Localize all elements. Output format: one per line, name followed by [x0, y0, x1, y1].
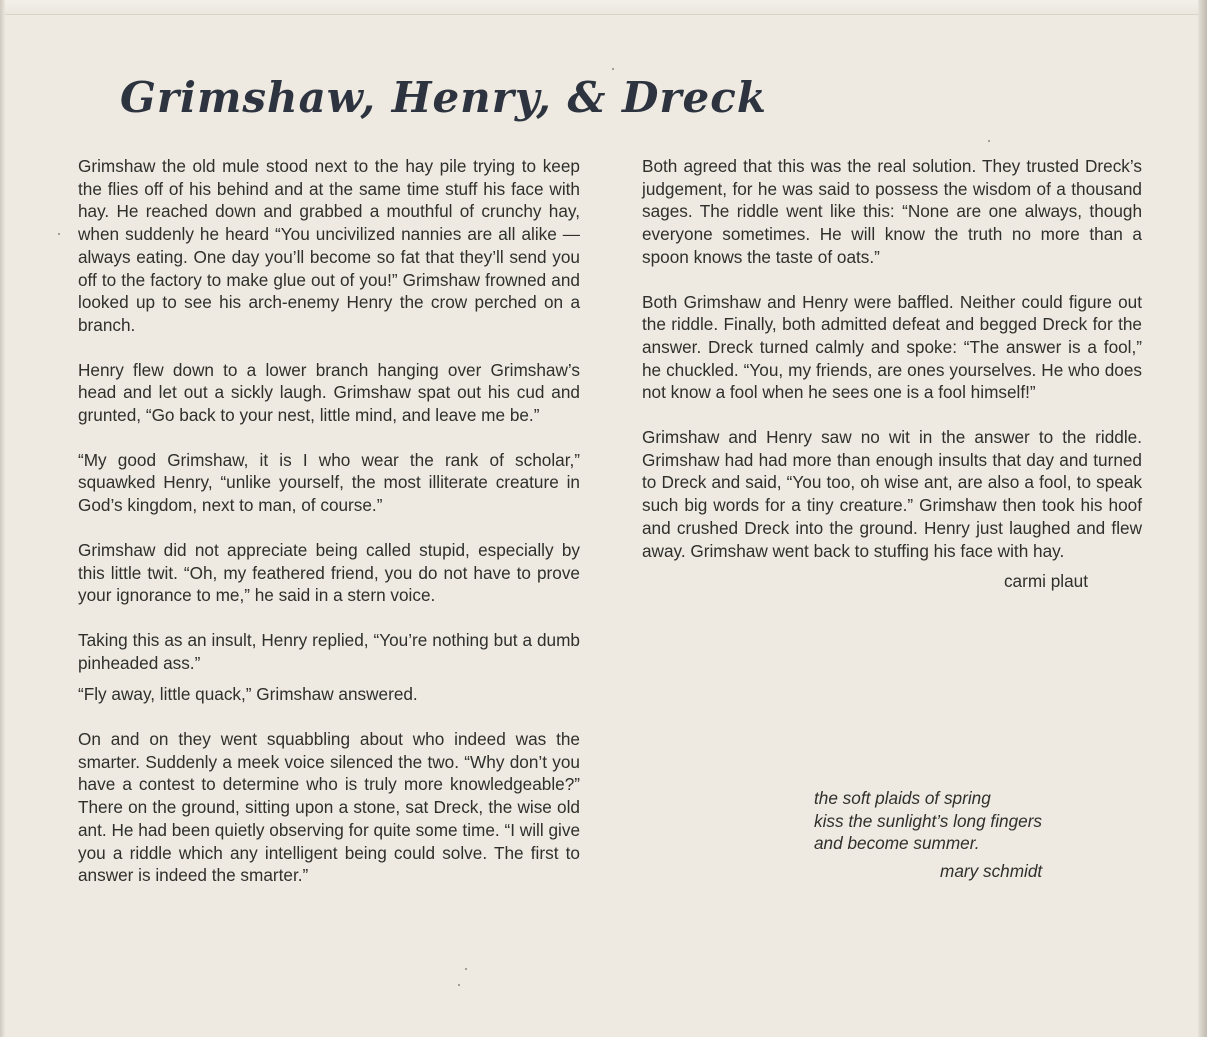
page-top-edge [0, 0, 1207, 15]
right-column [642, 155, 1142, 593]
story-author: carmi plaut [1003, 571, 1088, 592]
poem-line: the soft plaids of spring [814, 788, 991, 808]
paragraph: Grimshaw did not appreciate being called stupid, especially by this little twit. “Oh, my feathered friend, you do not have to prove your ignorance to me,” he said in a stern voice. [78, 539, 580, 606]
paper-speck [458, 984, 460, 986]
paragraph: Grimshaw the old mule stood next to the hay pile trying to keep the flies off of his behind and at the same time stuff his face with hay. He reached down and grabbed a mouthful of crunchy hay, when suddenly he heard “You uncivilized nannies are all alike — always eating. One day you’ll become so fat that they’ll send you off to the factory to make glue out of you!” Grimshaw frowned and looked up to see his arch-enemy Henry the crow perched on a branch. [78, 156, 580, 335]
paragraph: “Fly away, little quack,” Grimshaw answered. [78, 684, 418, 705]
paragraph: Grimshaw and Henry saw no wit in the answer to the riddle. Grimshaw had had more than enough insults that day and turned to Dreck and said, “You too, oh wise ant, are also a fool, to speak such big words for a tiny creature.” Grimshaw then took his hoof and crushed Dreck into the ground. Henry just laughed and flew away. Grimshaw went back to stuffing his face with hay. [642, 427, 1142, 561]
story-title: Grimshaw, Henry, & Dreck [120, 73, 767, 122]
paper-speck [612, 68, 614, 70]
paragraph: Both Grimshaw and Henry were baffled. Neither could figure out the riddle. Finally, both admitted defeat and begged Dreck for the answer. Dreck turned calmly and spoke: “The answer is a fool,” he chuckled. “You, my friends, are ones yourselves. He who does not know a fool when he sees one is a fool himself!” [642, 291, 1142, 403]
binding-shadow [0, 0, 5, 1037]
poem [814, 787, 1114, 883]
paragraph: Henry flew down to a lower branch hanging over Grimshaw’s head and let out a sickly laugh. Grimshaw spat out his cud and grunted, “Go back to your nest, little mind, and leave me be.” [78, 359, 580, 426]
poem-author: mary schmidt [940, 861, 1043, 882]
paragraph: Both agreed that this was the real solution. They trusted Dreck’s judgement, for he was said to possess the wisdom of a thousand sages. The riddle went like this: “None are one always, though everyone sometimes. He will know the truth no more than a spoon knows the taste of oats.” [642, 156, 1142, 267]
poem-line: kiss the sunlight’s long fingers [814, 810, 1043, 831]
paragraph: On and on they went squabbling about who indeed was the smarter. Suddenly a meek voice silenced the two. “Why don’t you have a contest to determine who is truly more knowledgeable?” There on the ground, sitting upon a stone, sat Dreck, the wise old ant. He had been quietly observing for quite some time. “I will give you a riddle which any intelligent being could solve. The first to answer is indeed the smarter.” [78, 729, 580, 886]
paper-speck [465, 968, 467, 970]
paragraph: “My good Grimshaw, it is I who wear the rank of scholar,” squawked Henry, “unlike yourself, the most illiterate creature in God’s kingdom, next to man, of course.” [78, 449, 580, 516]
paragraph: Taking this as an insult, Henry replied, “You’re nothing but a dumb pinheaded ass.” [78, 629, 580, 673]
paper-speck [58, 233, 60, 235]
paper-speck [988, 140, 990, 142]
page-right-edge [1198, 0, 1207, 1037]
left-column [78, 155, 580, 887]
poem-line: and become summer. [814, 833, 980, 854]
